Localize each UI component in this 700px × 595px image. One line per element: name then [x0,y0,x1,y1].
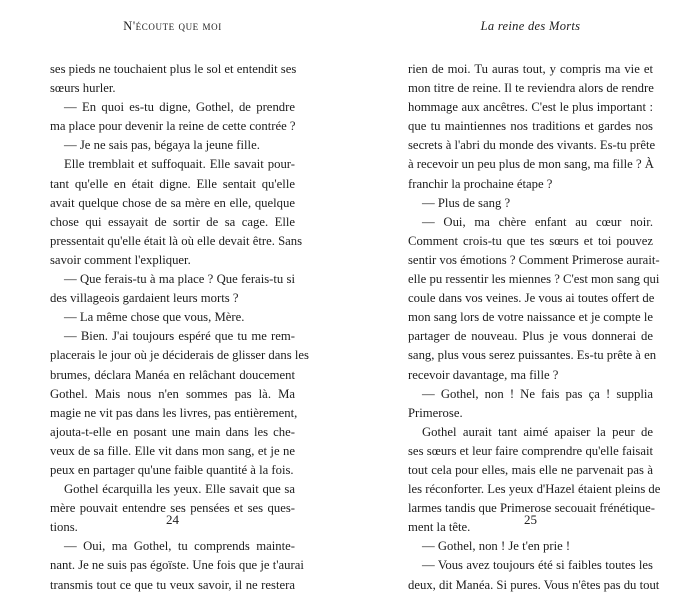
running-head-right: La reine des Morts [480,19,581,33]
text-line: à recevoir un peu plus de mon sang, ma fille ? À [408,157,654,172]
text-line: rien de moi. Tu auras tout, y compris ma vie et [408,62,653,76]
text-line: pressentait qu'elle était là où elle devait être. Sans [50,233,303,248]
text-line: — Gothel, non ! Je t'en prie ! [422,539,571,554]
text-line: — Oui, ma chère enfant au cœur noir. [422,214,653,229]
text-line: ma place pour devenir la reine de cette contrée ? [50,119,296,134]
text-line: tions. [50,520,78,535]
text-line: sentir vos émotions ? Comment Primerose aurait- [408,252,660,267]
text-line: recevoir davantage, ma fille ? [408,367,559,382]
text-line: placerais le jour où je déciderais de glisser dans les [50,348,309,363]
text-line: — Plus de sang ? [422,195,511,210]
text-line: — Que ferais-tu à ma place ? Que ferais-tu si [64,272,295,287]
text-line: partager de nouveau. Plus je vous donnerai de [408,329,653,344]
text-line: deux, dit Manéa. Si pures. Vous n'êtes pas du tout [408,577,660,592]
page-number-right: 25 [524,512,537,527]
text-line: elle pu ressentir les miennes ? C'est mon sang qui [408,272,660,287]
text-line: chose qui essayait de sortir de sa cage. Elle [50,214,295,229]
text-line: Comment crois-tu que tes sœurs et toi pouvez [408,233,653,248]
text-line: — Oui, ma Gothel, tu comprends mainte- [64,539,295,554]
text-line: peux en partager qu'une faible quantité à la fois. [50,462,294,477]
text-line: — Vous avez toujours été si faibles toutes les [422,558,653,573]
text-line: franchir la prochaine étape ? [408,176,553,191]
text-line: magie ne vit pas dans les livres, pas entièrement, [50,405,298,420]
text-line: mon titre de reine. Il te reviendra alors de rendre [408,81,654,96]
text-line: transmis tout ce que tu veux savoir, il ne restera [50,577,295,592]
text-line: ajouta-t-elle en posant une main dans les che- [50,424,295,439]
page-number-left: 24 [166,512,179,527]
text-line: — Bien. J'ai toujours espéré que tu me rem- [64,329,295,344]
text-line: veux de sa fille. Elle vit dans mon sang, et je ne [50,443,295,458]
text-line: tant qu'elle en était digne. Elle sentait qu'elle [50,176,295,191]
text-line: ment la tête. [408,520,471,535]
text-line: savoir comment l'expliquer. [50,252,191,267]
running-head-left: N'écoute que moi [123,19,222,33]
text-line: Gothel. Mais nous n'en sommes pas là. Ma [50,386,295,401]
text-line: Elle tremblait et suffoquait. Elle savait pour- [64,157,295,172]
text-line: nant. Je ne suis pas égoïste. Une fois que je t'aurai [50,558,304,573]
text-line: Gothel aurait tant aimé apaiser la peur de [422,424,653,439]
text-line: coule dans vos veines. Je vous ai toutes offert de [408,291,655,306]
left-page [0,0,350,592]
text-line: secrets à l'abri du monde des vivants. Es-tu prête [408,138,656,153]
text-line: brumes, déclara Manéa en relâchant doucement [50,367,295,382]
text-line: — Gothel, non ! Ne fais pas ça ! supplia [422,386,653,401]
text-line: mon sang lors de votre naissance et je compte le [408,310,653,325]
text-line: que tu maintiennes nos traditions et gardes nos [408,119,653,134]
text-line: hommage aux ancêtres. C'est le plus important : [408,100,653,115]
text-line: tout cela pour elles, mais elle ne parvenait pas à [408,462,653,477]
text-line: Gothel écarquilla les yeux. Elle savait que sa [64,482,295,497]
text-line: larmes tandis que Primerose secouait frénétique- [408,501,655,516]
text-line: ses sœurs et leur faire comprendre qu'elle faisait [408,443,653,458]
text-line: les réconforter. Les yeux d'Hazel étaient pleins de [408,482,661,497]
text-line: — En quoi es-tu digne, Gothel, de prendre [64,100,295,115]
text-line: avait quelque chose de sa mère en elle, quelque [50,195,295,210]
text-line: mère pouvait entendre ses pensées et ses ques- [50,501,295,516]
text-line: des villageois gardaient leurs morts ? [50,291,239,306]
right-page [350,0,700,592]
text-line: — La même chose que vous, Mère. [64,310,245,325]
text-line: sœurs hurler. [50,81,116,96]
text-line: Primerose. [408,405,463,420]
text-line: — Je ne sais pas, bégaya la jeune fille. [64,138,260,153]
text-line: sang, plus vous serez puissantes. Es-tu prête à en [408,348,657,363]
text-line: ses pieds ne touchaient plus le sol et entendit ses [50,62,297,76]
